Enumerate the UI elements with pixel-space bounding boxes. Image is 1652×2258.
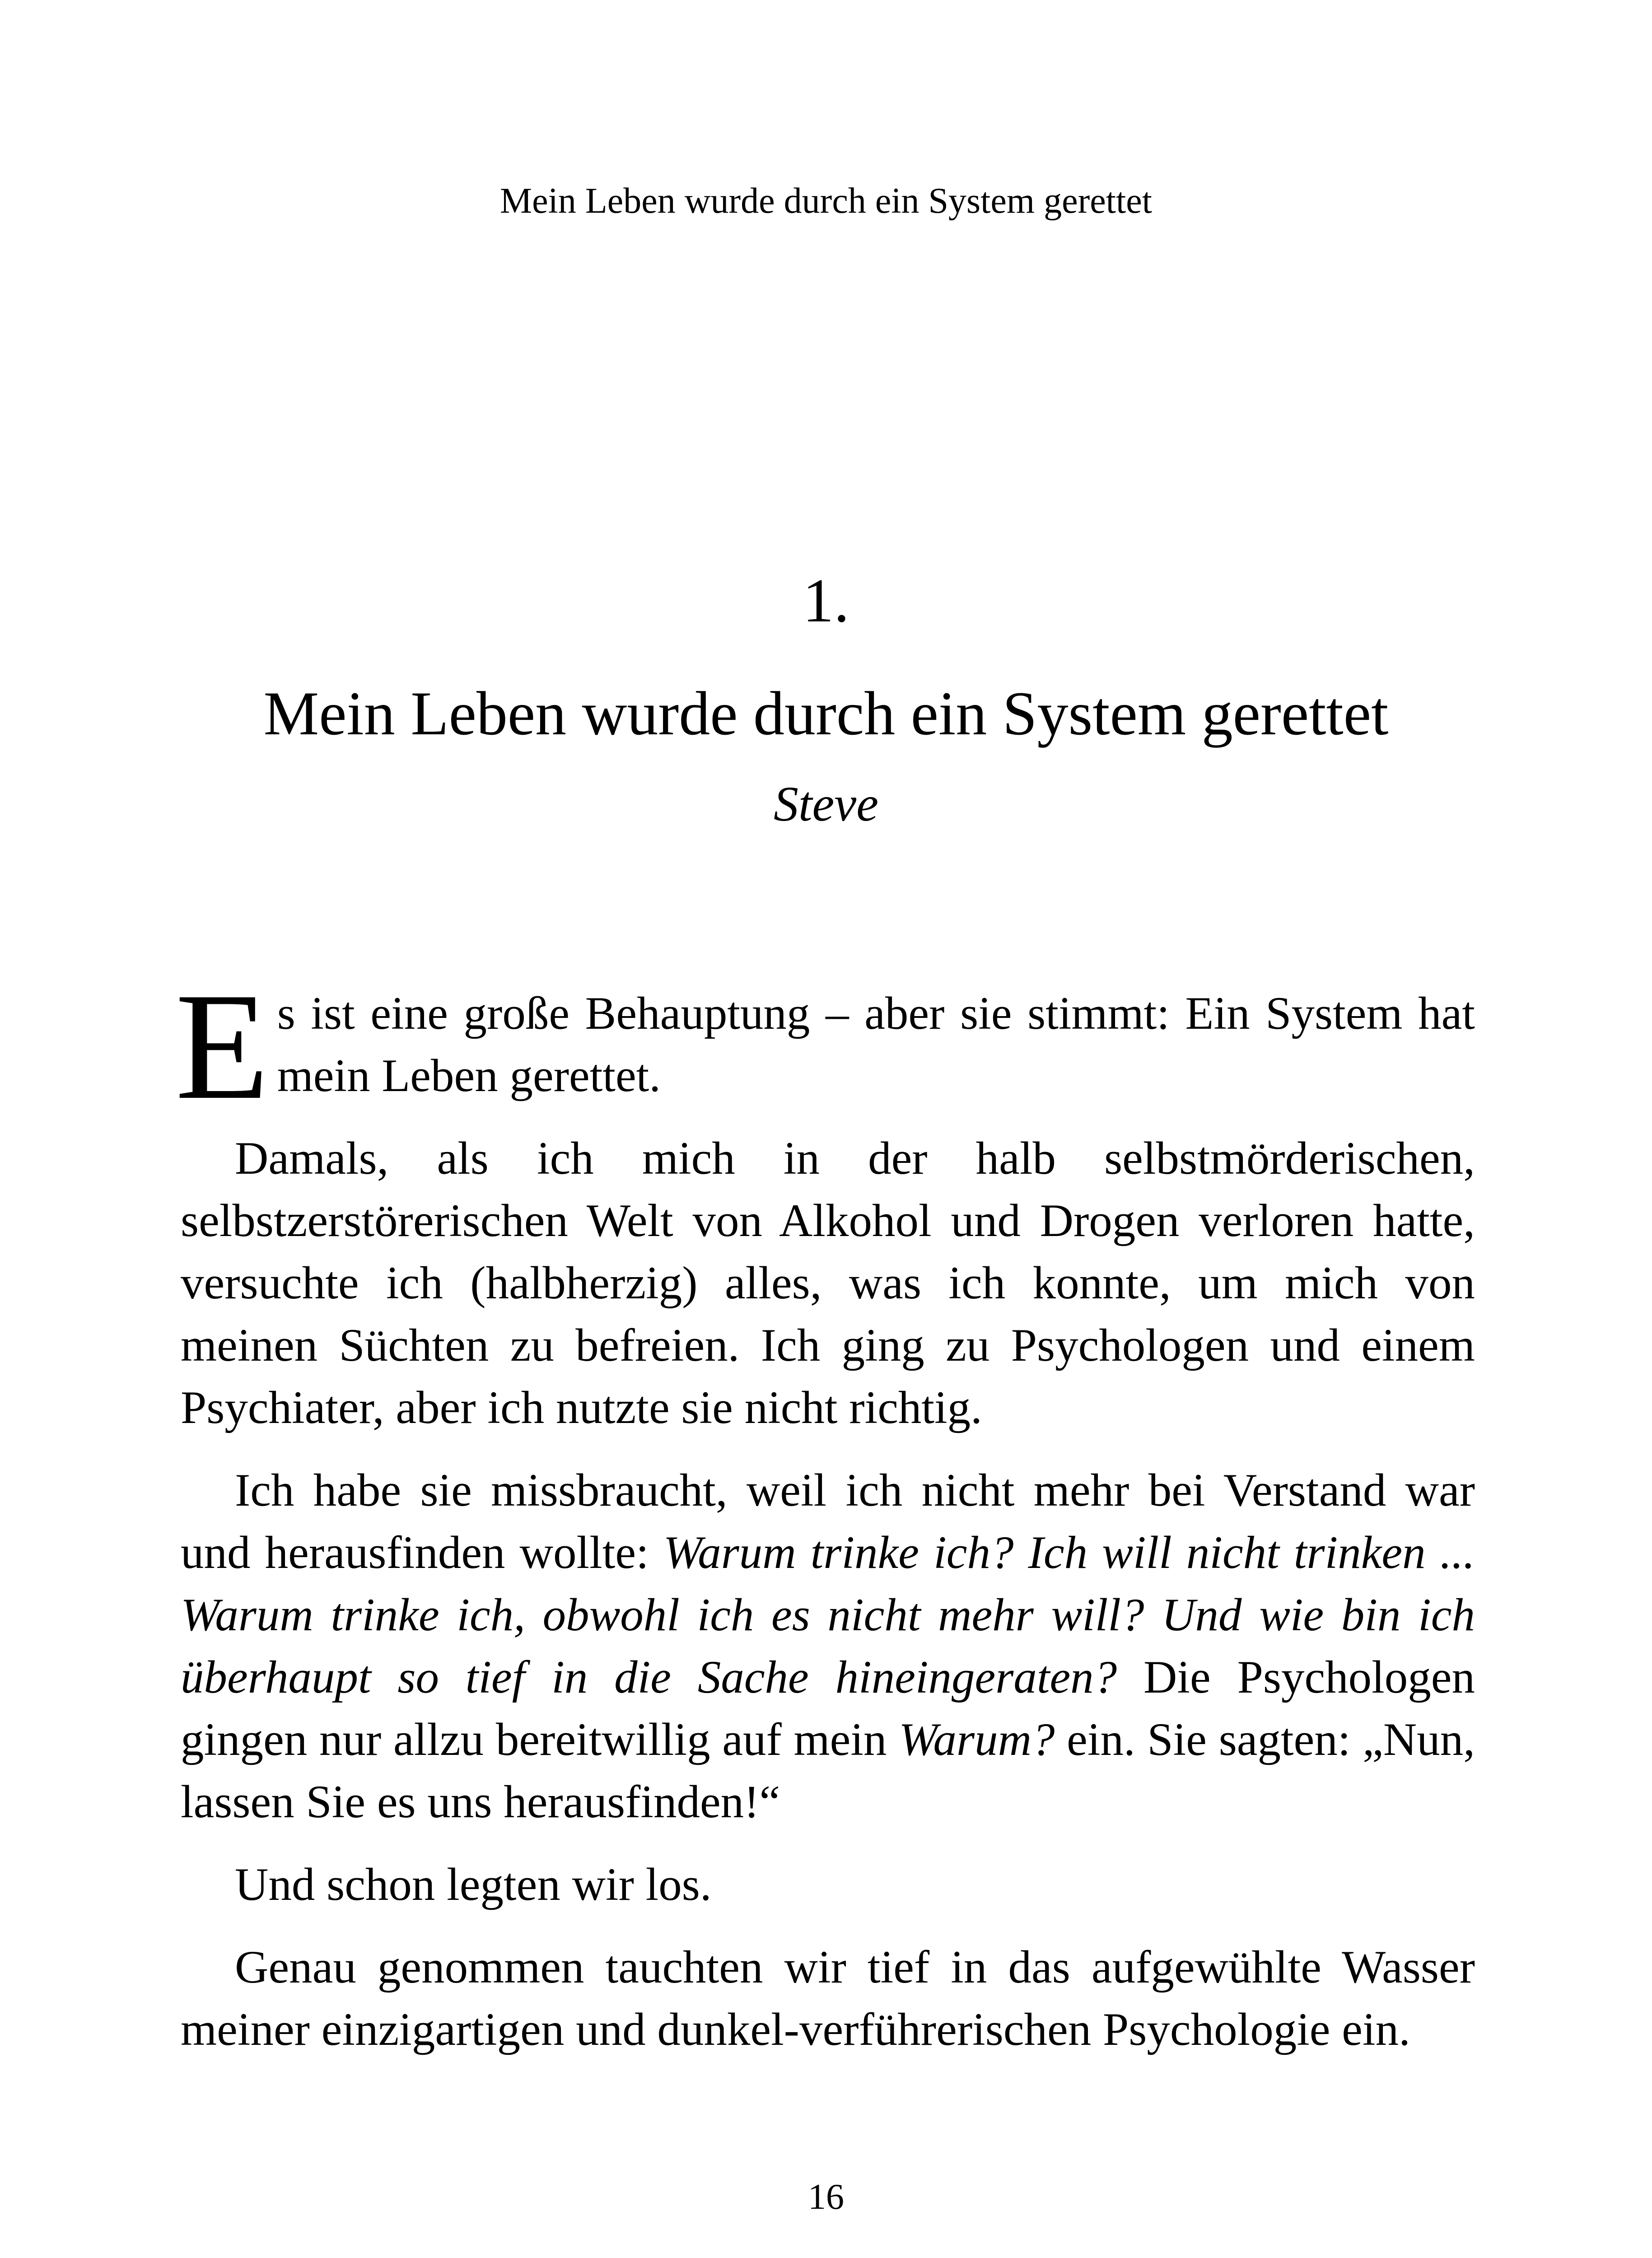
- chapter-author: Steve: [773, 776, 879, 831]
- drop-cap: E: [175, 961, 269, 1131]
- body-text: [175, 961, 1475, 2061]
- paragraph-3: [181, 1459, 1475, 1833]
- paragraph-2-text: Damals, als ich mich in der halb selbstmörderischen, selbstzerstörerischen Welt von Alkohol und Drogen verloren hatte, versuchte ich (halbherzig) alles, was ich konnte, um mich von meinen Süchten zu befreien. Ich ging zu Psychologen und einem Psychiater, aber ich nutzte sie nicht richtig.: [181, 1133, 1475, 1433]
- paragraph-1-text: s ist eine große Behauptung – aber sie stimmt: Ein System hat mein Leben gerettet.: [277, 988, 1475, 1101]
- paragraph-5-text: Genau genommen tauchten wir tief in das aufgewühlte Wasser meiner einzigartigen und dunkel-verführerischen Psychologie ein.: [181, 1941, 1475, 2055]
- paragraph-4-text: Und schon legten wir los.: [235, 1859, 712, 1910]
- paragraph-5: [181, 1936, 1475, 2061]
- paragraph-2: [181, 1127, 1475, 1439]
- paragraph-4: [181, 1853, 1475, 1916]
- paragraph-3-text-c: ein. Sie sagten: „Nun, lassen Sie es uns herausfinden!“: [181, 1714, 1475, 1828]
- running-header: Mein Leben wurde durch ein System gerettet: [500, 181, 1152, 221]
- paragraph-3-italic-question: Warum trinke ich? Ich will nicht trinken ... Warum trinke ich, obwohl ich es nicht mehr will? Und wie bin ich überhaupt so tief in die Sache hineingeraten?: [181, 1527, 1475, 1703]
- paragraph-1: [175, 961, 1475, 1131]
- chapter-title: Mein Leben wurde durch ein System gerettet: [263, 679, 1389, 748]
- page-number: 16: [808, 2177, 844, 2217]
- paragraph-3-italic-warum: Warum?: [899, 1714, 1055, 1765]
- paragraph-3-text-a: Ich habe sie missbraucht, weil ich nicht mehr bei Verstand war und herausfinden wollte:: [181, 1465, 1475, 1578]
- chapter-number: 1.: [803, 566, 849, 635]
- paragraph-3-text-b: Die Psychologen gingen nur allzu bereitwillig auf mein: [181, 1652, 1475, 1765]
